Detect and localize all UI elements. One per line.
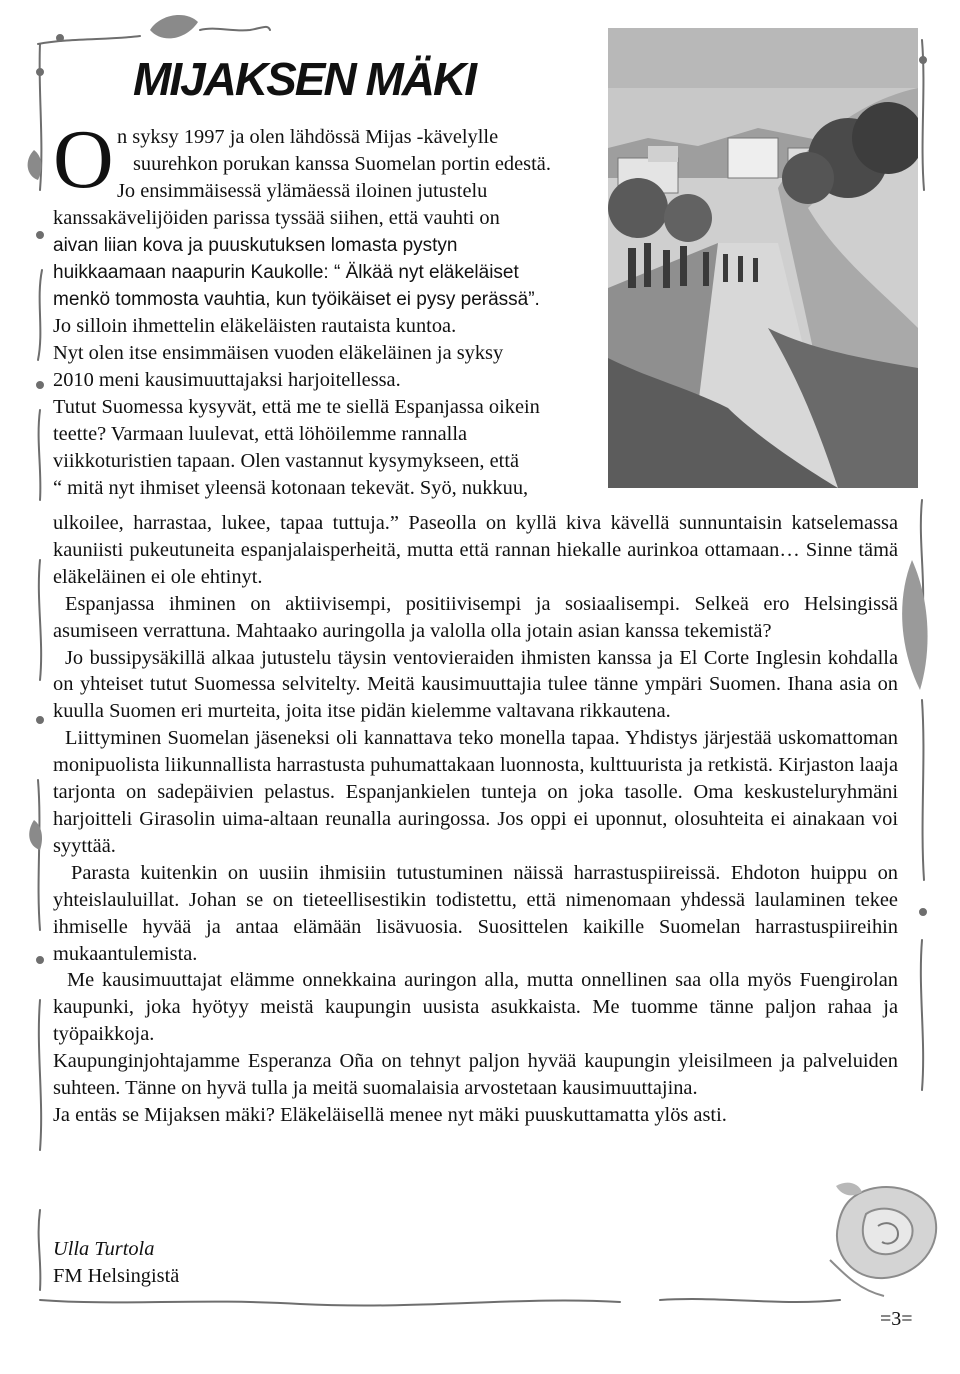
intro-line: huikkaamaan naapurin Kaukolle: “ Älkää nyt eläkeläiset	[53, 262, 519, 283]
paragraph: Kaupunginjohtajamme Esperanza Oña on tehnyt paljon hyvää kaupungin yleisilmeen ja palveluiden suhteen. Tänne on hyvä tulla ja meitä suomalaisia arvostetaan kausimuuttajina.	[53, 1050, 898, 1100]
rose-icon	[830, 1183, 936, 1296]
paragraph: Ja entäs se Mijaksen mäki? Eläkeläisellä menee nyt mäki puuskuttamatta ylös asti.	[53, 1103, 727, 1126]
intro-line: “ mitä nyt ihmiset yleensä kotonaan tekevät. Syö, nukkuu,	[53, 477, 529, 499]
paragraph: Parasta kuitenkin on uusiin ihmisiin tutustuminen näissä harrastuspiireissä. Ehdoton huippu on yhteislauluillat. Johan se on tieteellisestikin todistettu, että nimenomaan yhdessä laulaminen tekee ihmiselle hyvää ja antaa elämään lisävuosia. Suosittelen kaikille Suomelan harrastuspiireihin mukaantulemista.	[53, 861, 898, 965]
mijas-walkway-photo	[608, 28, 918, 488]
intro-line: n syksy 1997 ja olen lähdössä Mijas -kävelylle	[117, 126, 499, 148]
intro-line: Tutut Suomessa kysyvät, että me te siellä Espanjassa oikein	[53, 396, 540, 418]
signature	[53, 1236, 179, 1290]
page-number: =3=	[880, 1308, 913, 1330]
author-name: Ulla Turtola	[53, 1238, 155, 1260]
paragraph-continuation: ulkoilee, harrastaa, lukee, tapaa tuttuja.” Paseolla on kyllä kiva kävellä sunnuntaisin katselemassa kauniisti pukeutuneita espanjalaisperheitä, mutta että rannan hiekalle aurinkoa ottamaan… Sinne tämä eläkeläinen ei ole ehtinyt.	[53, 512, 898, 588]
intro-line: suurehkon porukan kanssa Suomelan portin edestä.	[133, 153, 551, 175]
author-affiliation: FM Helsingistä	[53, 1265, 180, 1287]
intro-line: Jo ensimmäisessä ylämäessä iloinen jutustelu	[117, 180, 488, 202]
intro-line: 2010 meni kausimuuttajaksi harjoitellessa.	[53, 369, 401, 391]
drop-cap: O	[53, 113, 114, 206]
intro-line: viikkoturistien tapaan. Olen vastannut kysymykseen, että	[53, 450, 520, 472]
paragraph: Espanjassa ihminen on aktiivisempi, positiivisempi ja sosiaalisempi. Selkeä ero Helsingissä asumiseen verrattuna. Mahtaako auringolla ja valolla olla jotain asian kanssa tekemistä?	[53, 592, 898, 642]
intro-line: menkö tommosta vauhtia, kun työikäiset ei pysy perässä”.	[53, 289, 540, 310]
body-text	[53, 510, 898, 1129]
intro-line: kanssakävelijöiden parissa tyssää siihen, että vauhti on	[53, 207, 500, 229]
intro-text-column	[53, 124, 609, 502]
intro-line: teette? Varmaan luulevat, että löhöilemme rannalla	[53, 423, 468, 445]
paragraph: Me kausimuuttajat elämme onnekkaina auringon alla, mutta onnellinen saa olla myös Fuengirolan kaupunki, joka hyötyy meistä kaupungin uusista asukkaista. Me tuomme tänne paljon rahaa ja työpaikkoja.	[53, 969, 898, 1046]
intro-line: Jo silloin ihmettelin eläkeläisten rautaista kuntoa.	[53, 315, 457, 337]
paragraph: Liittyminen Suomelan jäseneksi oli kannattava teko monella tapaa. Yhdistys järjestää uskomattoman monipuolista liikunnallista harrastusta puhumattakaan luonnosta, kulttuurista ja retkistä. Kirjaston laaja tarjonta on sadepäivien pelastus. Espanjankielen tunteja on joka tasolle. Oma keskusteluryhmäni harjoitteli Girasolin uima-altaan reunalla auringossa. Jos oppi ei uponnut, olosuhteita ei ainakaan voi syyttää.	[53, 727, 898, 857]
leaf-icon	[28, 150, 42, 180]
paragraph: Jo bussipysäkillä alkaa jutustelu täysin ventovieraiden ihmisten kanssa ja El Corte Inglesin kohdalla on yhteiset tutut Suomessa selvitelty. Meitä kausimuuttajia tulee tänne ympäri Suomen. Ihana asia on kuulla Suomen eri murteita, joita itse pidän kielemme valtavana rikkautena.	[53, 646, 898, 723]
intro-line: aivan liian kova ja puuskutuksen lomasta pystyn	[53, 235, 458, 256]
leaf-icon	[150, 15, 198, 38]
intro-line: Nyt olen itse ensimmäisen vuoden eläkeläinen ja syksy	[53, 342, 504, 364]
article-title: MIJAKSEN MÄKI	[133, 53, 476, 105]
